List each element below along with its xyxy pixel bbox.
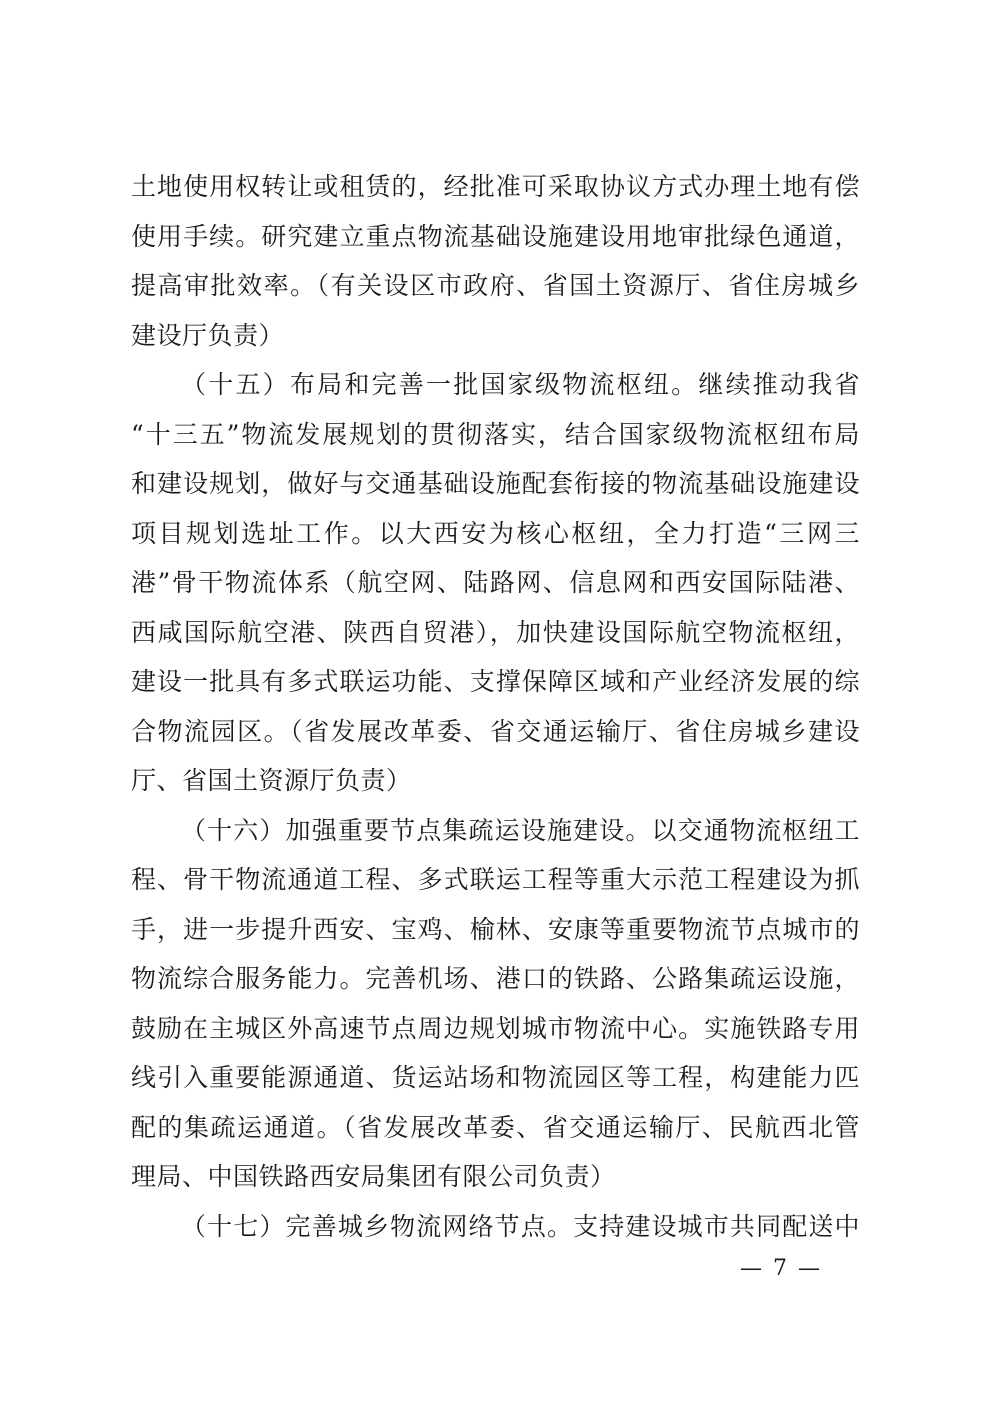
text-line: “十三五”物流发展规划的贯彻落实，结合国家级物流枢纽布局 [131, 419, 860, 449]
text-line: 线引入重要能源通道、货运站场和物流园区等工程，构建能力匹 [131, 1063, 860, 1092]
text-line: 西咸国际航空港、陕西自贸港），加快建设国际航空物流枢纽， [131, 617, 860, 647]
text-line: 建设厅负责） [131, 320, 285, 350]
text-line: 项目规划选址工作。以大西安为核心枢纽，全力打造“三网三 [131, 518, 860, 548]
page-number: — 7 — [740, 1256, 822, 1281]
text-line: 手，进一步提升西安、宝鸡、榆林、安康等重要物流节点城市的 [131, 914, 860, 944]
text-line: 厅、省国土资源厅负责） [131, 766, 412, 795]
text-line: 和建设规划，做好与交通基础设施配套衔接的物流基础设施建设 [131, 469, 860, 498]
text-line: 港”骨干物流体系（航空网、陆路网、信息网和西安国际陆港、 [131, 568, 860, 597]
text-line: 物流综合服务能力。完善机场、港口的铁路、公路集疏运设施， [131, 964, 860, 993]
text-line: 理局、中国铁路西安局集团有限公司负责） [131, 1162, 616, 1191]
text-line: 配的集疏运通道。（省发展改革委、省交通运输厅、民航西北管 [131, 1112, 860, 1142]
section-heading-line: （十六）加强重要节点集疏运设施建设。以交通物流枢纽工 [181, 815, 860, 845]
body-text [131, 162, 860, 1251]
text-line: 鼓励在主城区外高速节点周边规划城市物流中心。实施铁路专用 [131, 1013, 860, 1043]
text-line: 程、骨干物流通道工程、多式联运工程等重大示范工程建设为抓 [131, 865, 860, 894]
section-heading-line: （十七）完善城乡物流网络节点。支持建设城市共同配送中 [181, 1211, 860, 1241]
text-line: 使用手续。研究建立重点物流基础设施建设用地审批绿色通道， [131, 221, 860, 251]
section-heading-line: （十五）布局和完善一批国家级物流枢纽。继续推动我省 [181, 370, 860, 399]
text-line: 建设一批具有多式联运功能、支撑保障区域和产业经济发展的综 [131, 667, 860, 696]
text-line: 土地使用权转让或租赁的，经批准可采取协议方式办理土地有偿 [131, 172, 860, 201]
text-line: 合物流园区。（省发展改革委、省交通运输厅、省住房城乡建设 [131, 716, 860, 746]
text-line: 提高审批效率。（有关设区市政府、省国土资源厅、省住房城乡 [131, 271, 860, 300]
